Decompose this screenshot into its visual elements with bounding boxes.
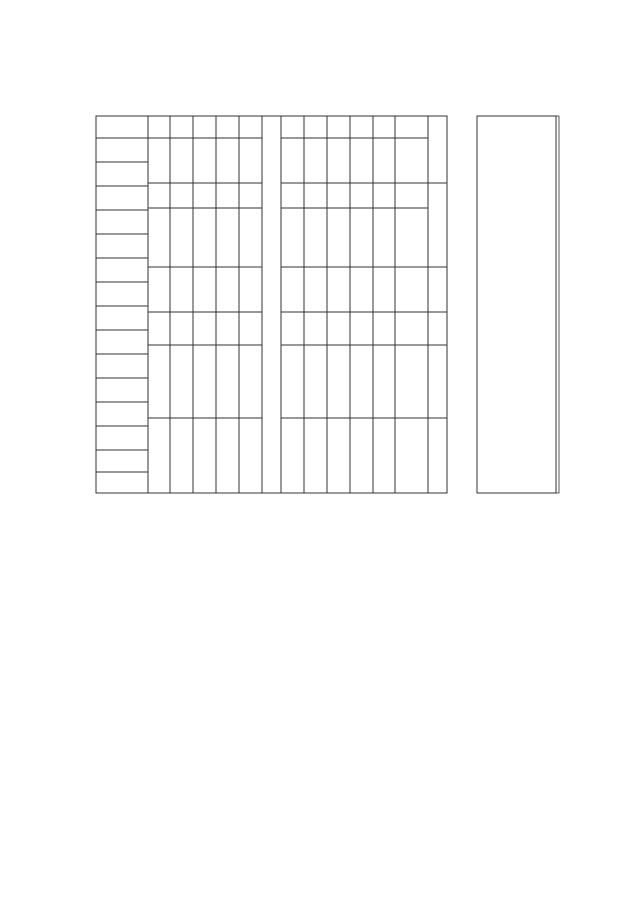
form-grid-lines <box>96 116 559 493</box>
